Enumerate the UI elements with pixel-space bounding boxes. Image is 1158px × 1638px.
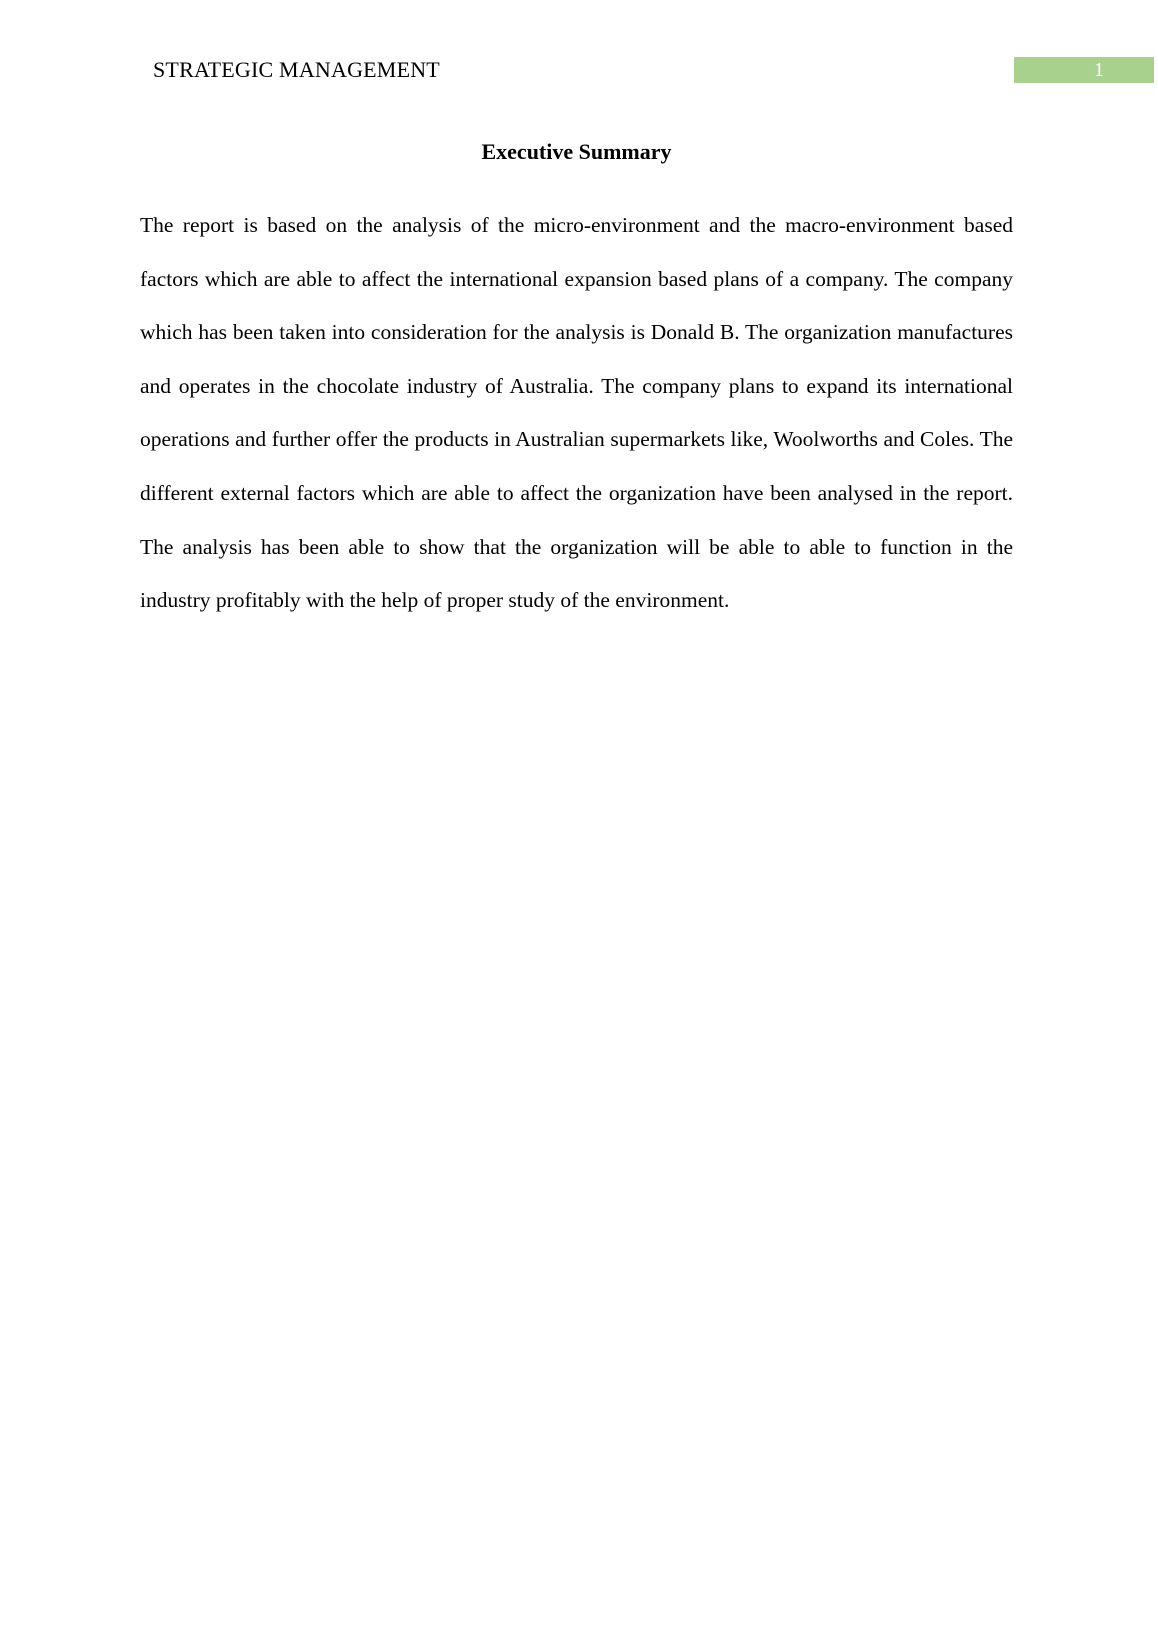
page-number-badge bbox=[1014, 57, 1154, 83]
running-head: STRATEGIC MANAGEMENT bbox=[153, 57, 440, 82]
summary-paragraph: The report is based on the analysis of the micro-environment and the macro-environment based factors which are able to affect the international expansion based plans of a company. The company which has been taken into consideration for the analysis is Donald B. The organization manufactures and operates in the chocolate industry of Australia. The company plans to expand its international operations and further offer the products in Australian supermarkets like, Woolworths and Coles. The different external factors which are able to affect the organization have been analysed in the report. The analysis has been able to show that the organization will be able to able to function in the industry profitably with the help of proper study of the environment. bbox=[140, 213, 1013, 613]
page-number: 1 bbox=[1094, 59, 1104, 81]
section-title: Executive Summary bbox=[481, 139, 672, 164]
